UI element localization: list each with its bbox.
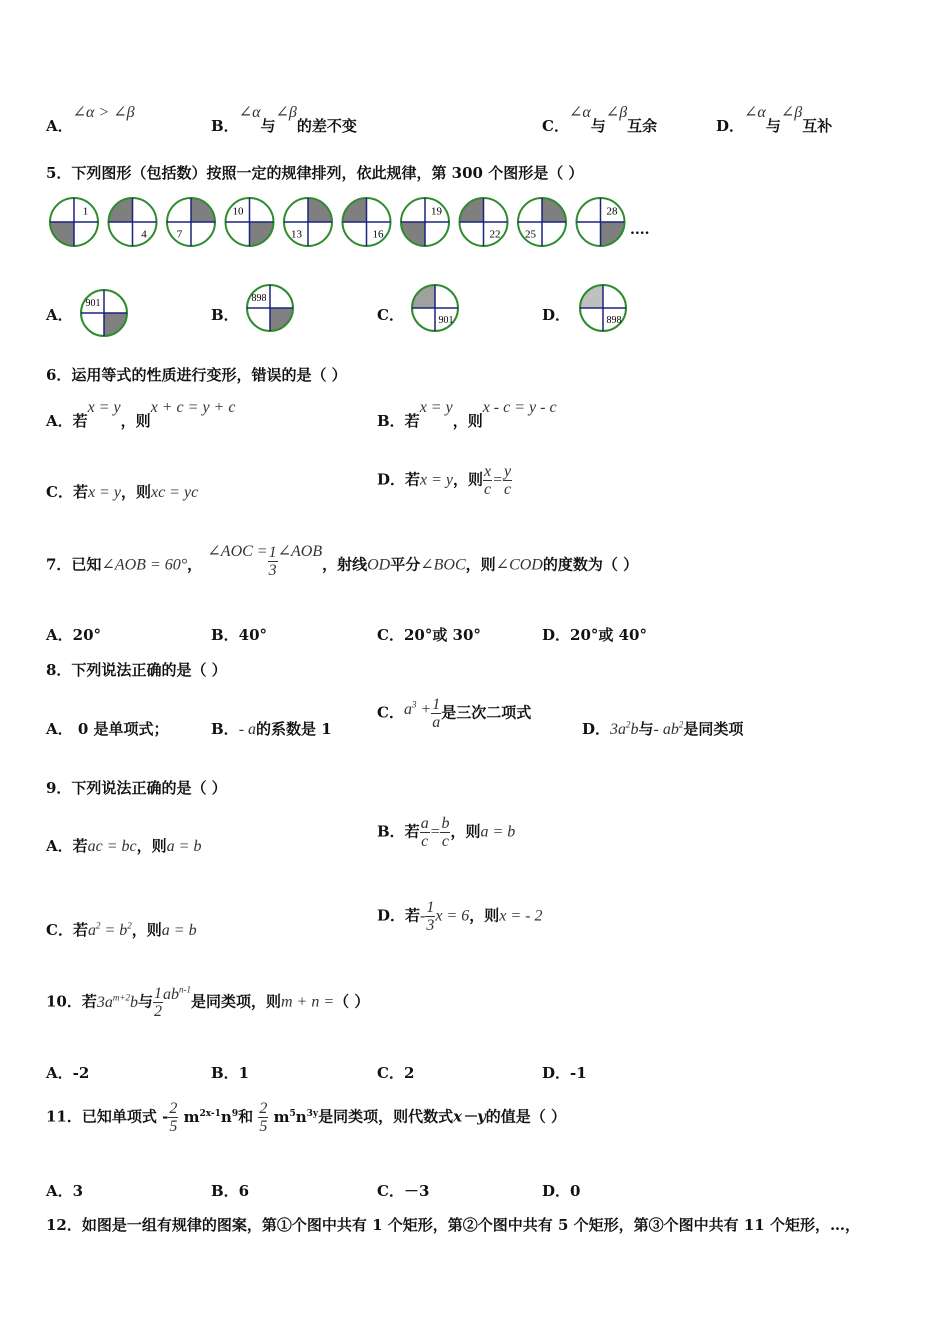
q10-option-a: A．-2 [46, 1064, 90, 1082]
q9-option-b [377, 815, 515, 850]
math-expr: ∠BOC [420, 556, 466, 574]
sequence-figure-8 [518, 198, 566, 246]
q10-option-b: B．1 [211, 1064, 250, 1082]
text: 和 [238, 1107, 254, 1126]
figure-number: 7 [176, 228, 183, 241]
q5-option-figure-1 [244, 282, 296, 334]
exponent: 2 [127, 920, 132, 931]
math-expr: x－y [453, 1107, 486, 1126]
q4-option-b [211, 104, 357, 136]
q8-option-a: A． 0 是单项式； [46, 720, 169, 738]
math-expr: xc = yc [150, 484, 199, 501]
exponent: 2x-1 [199, 1108, 221, 1119]
term: 3a [96, 993, 113, 1011]
denominator: 3 [426, 917, 435, 934]
text: 与 [137, 992, 153, 1011]
math-expr [88, 922, 132, 939]
fraction [503, 463, 512, 498]
option-label: C． [542, 117, 569, 135]
figure-number: 13 [290, 228, 302, 241]
q11-stem [46, 1100, 566, 1135]
option-figure-2 [412, 285, 458, 331]
q11-option-c: C．－3 [377, 1182, 430, 1200]
option-label: D．若 [377, 470, 421, 489]
q5-option-figure-3 [577, 282, 629, 334]
option-label: B．若 [377, 822, 420, 841]
math-expr: ∠α [744, 104, 766, 121]
q9-option-a [46, 835, 201, 856]
math-expr: ∠β [275, 104, 297, 121]
math-expr: ∠AOB [277, 542, 323, 560]
figure-number: 1 [82, 205, 89, 218]
q9-option-d [377, 899, 543, 934]
option-label: B．若 [377, 412, 420, 430]
numerator: 1 [432, 696, 441, 713]
math-expr: = [429, 823, 441, 841]
q9-stem: 9．下列说法正确的是（ ） [46, 779, 227, 797]
math-expr: ∠α > ∠β [72, 104, 135, 121]
monomial [274, 1108, 319, 1126]
math-expr [404, 701, 431, 718]
option-figure-3 [580, 285, 626, 331]
numerator: 1 [268, 544, 277, 561]
term: a [87, 922, 96, 939]
option-label: A． [46, 117, 73, 135]
fraction [153, 985, 163, 1020]
numerator: 1 [426, 899, 435, 916]
math-expr [610, 721, 639, 738]
q7-option-d: D．20°或 40° [542, 626, 647, 644]
fraction [258, 1100, 268, 1135]
math-expr: x + c = y + c [150, 399, 236, 416]
text: 与 [765, 117, 781, 135]
q4-option-d [716, 104, 833, 136]
q4-option-c [542, 104, 658, 136]
numerator: y [503, 463, 512, 480]
base: a [403, 700, 412, 718]
option-figure-0 [81, 290, 127, 336]
math-expr: x = y [87, 399, 121, 416]
q7-option-b: B．40° [211, 626, 268, 644]
math-expr: x = - 2 [499, 907, 543, 925]
numerator: 2 [169, 1100, 178, 1117]
fraction [431, 696, 441, 731]
text: ，则 [136, 837, 167, 855]
figure-number: 25 [524, 228, 536, 241]
text: （ ） [334, 992, 370, 1011]
q5-option-figure-0 [78, 287, 130, 339]
sequence-figure-7 [460, 198, 508, 246]
text: ，则 [452, 412, 483, 430]
text: 是同类项，则代数式 [318, 1107, 454, 1126]
math-expr: ∠β [605, 104, 628, 121]
denominator: 5 [259, 1118, 268, 1135]
denominator: c [441, 833, 450, 850]
figure-number: 22 [489, 228, 501, 241]
figure-number: 898 [606, 315, 622, 327]
numerator: b [441, 815, 450, 832]
text: 的度数为（ ） [542, 555, 639, 574]
math-expr: OD [367, 556, 391, 574]
sequence-figure-0 [50, 198, 98, 246]
text: ，则 [453, 470, 484, 489]
math-expr: x - c = y - c [482, 399, 557, 416]
fraction [268, 544, 278, 579]
sequence-figure-4 [284, 198, 332, 246]
q8-option-d [582, 718, 743, 739]
text: ，则 [120, 483, 151, 501]
text: 的值是（ ） [485, 1107, 567, 1126]
exponent: 2 [626, 719, 631, 730]
text: 与 [638, 720, 654, 738]
text: 与 [260, 117, 276, 135]
math-expr: x = y [87, 484, 121, 501]
exponent: m+2 [112, 992, 130, 1003]
figure-number: 28 [606, 205, 618, 218]
text: ，则 [469, 906, 500, 925]
monomial [184, 1108, 239, 1126]
option-label: C．若 [46, 921, 88, 939]
text: ， [187, 555, 203, 574]
exponent: 2 [95, 920, 101, 931]
math-expr: - [420, 907, 426, 925]
text: 互余 [627, 117, 658, 135]
exponent: n-1 [178, 984, 191, 995]
math-expr: ac = bc [87, 838, 137, 855]
denominator: c [503, 481, 512, 498]
q6-option-c [46, 481, 198, 502]
q5-option-label-1: B． [211, 306, 239, 324]
math-expr: ∠AOB = 60° [101, 556, 188, 574]
math-expr: x = y [419, 399, 453, 416]
text: 互补 [802, 117, 833, 135]
q5-option-figure-2 [409, 282, 461, 334]
term: ab [162, 985, 179, 1003]
option-label: C． [377, 703, 404, 722]
term: = b [100, 922, 128, 939]
q7-stem [46, 542, 639, 583]
math-expr: = [492, 471, 503, 489]
numerator: a [420, 815, 429, 832]
text: 与 [590, 117, 606, 135]
option-label: B． [211, 117, 239, 135]
q11-option-b: B．6 [211, 1182, 250, 1200]
fraction [425, 899, 435, 934]
option-label: A．若 [46, 412, 88, 430]
q5-sequence-figures [48, 196, 628, 250]
term: m [273, 1107, 290, 1126]
figure-number: 4 [141, 228, 147, 241]
text: 的差不变 [296, 117, 357, 135]
math-expr: a = b [166, 838, 202, 855]
option-label: D． [582, 720, 611, 738]
q8-option-b [211, 718, 332, 739]
text: ，射线 [322, 555, 368, 574]
exponent: 9 [231, 1108, 239, 1119]
q9-option-c [46, 919, 197, 940]
q7-option-a: A．20° [46, 626, 102, 644]
math-expr: ∠α [238, 104, 261, 121]
exponent: 3 [411, 699, 417, 710]
term: b [129, 993, 138, 1011]
option-label: D． [716, 117, 745, 135]
option-label: B． [211, 720, 239, 738]
q10-option-d: D．-1 [542, 1064, 587, 1082]
q8-stem: 8．下列说法正确的是（ ） [46, 661, 227, 679]
text: ，则 [450, 822, 481, 841]
option-label: C．若 [46, 483, 88, 501]
q8-option-c [377, 696, 531, 731]
fraction [168, 1100, 178, 1135]
text: 的系数是 1 [256, 720, 332, 738]
denominator: c [484, 481, 492, 498]
q11-option-d: D．0 [542, 1182, 581, 1200]
figure-number: 901 [85, 297, 101, 309]
math-expr: m + n = [280, 993, 335, 1011]
q5-option-label-3: D． [542, 306, 571, 324]
figure-number: 898 [251, 292, 267, 304]
q11-option-a: A．3 [46, 1182, 84, 1200]
option-figure-1 [247, 285, 293, 331]
sequence-figure-6 [401, 198, 449, 246]
option-label: D．若 [377, 906, 421, 925]
denominator: 2 [153, 1003, 162, 1020]
math-expr: x = y [420, 471, 454, 489]
text: 是同类项 [683, 720, 744, 738]
term: - ab [653, 721, 679, 738]
term: m [183, 1107, 200, 1126]
math-expr: a = b [480, 823, 516, 841]
operator: + [420, 700, 432, 718]
q6-option-a [46, 399, 236, 431]
text: ，则 [465, 555, 496, 574]
term: n [220, 1107, 232, 1126]
math-expr: - a [238, 721, 257, 738]
q6-stem: 6．运用等式的性质进行变形，错误的是（ ） [46, 366, 347, 384]
q10-option-c: C．2 [377, 1064, 415, 1082]
q6-option-b [377, 399, 557, 431]
math-expr: x = 6 [435, 907, 470, 925]
math-expr [163, 986, 191, 1003]
math-expr: ∠α [568, 104, 591, 121]
math-expr: ∠COD [495, 556, 543, 574]
q5-option-label-2: C． [377, 306, 404, 324]
q7-option-c: C．20°或 30° [377, 626, 481, 644]
text: 7．已知 [46, 555, 102, 574]
math-expr: a = b [161, 922, 197, 939]
term: n [295, 1107, 307, 1126]
sequence-figure-9 [577, 198, 625, 246]
text: ，则 [131, 921, 162, 939]
figure-number: 16 [372, 228, 384, 241]
text: 是三次二项式 [441, 703, 532, 722]
q4-option-a [46, 104, 135, 136]
term: b [630, 721, 639, 738]
denominator: 3 [268, 562, 277, 579]
math-expr [97, 994, 138, 1011]
text: 平分 [390, 555, 421, 574]
exponent: 3y [306, 1108, 319, 1119]
sequence-figure-3 [226, 198, 274, 246]
figure-number: 901 [438, 315, 454, 327]
q10-stem [46, 985, 369, 1020]
exponent: 2 [678, 719, 684, 730]
math-expr: ∠AOC = [207, 542, 268, 560]
denominator: 5 [169, 1118, 178, 1135]
text: 10．若 [46, 992, 97, 1011]
denominator: a [432, 714, 441, 731]
q12-stem: 12．如图是一组有规律的图案，第①个图中共有 1 个矩形，第②个图中共有 5 个矩形，第③个图中共有 11 个矩形，…， [46, 1216, 860, 1234]
figure-number: 19 [431, 205, 443, 218]
math-expr [654, 721, 684, 738]
text: 11．已知单项式 - [46, 1107, 169, 1126]
fraction [483, 463, 492, 498]
q6-option-d [377, 463, 512, 498]
q5-option-label-0: A． [46, 306, 73, 324]
q5-ellipsis: .... [630, 222, 650, 238]
denominator: c [421, 833, 429, 850]
option-label: A．若 [46, 837, 88, 855]
figure-number: 10 [232, 205, 244, 218]
fraction [420, 815, 430, 850]
sequence-figure-2 [167, 198, 215, 246]
sequence-figure-1 [109, 198, 157, 246]
text: ，则 [120, 412, 151, 430]
sequence-figure-5 [343, 198, 391, 246]
fraction [440, 815, 450, 850]
exponent: 5 [289, 1108, 296, 1119]
numerator: x [484, 463, 492, 480]
text: 是同类项，则 [190, 992, 281, 1011]
numerator: 2 [259, 1100, 268, 1117]
numerator: 1 [153, 985, 162, 1002]
q5-stem: 5．下列图形（包括数）按照一定的规律排列，依此规律，第 300 个图形是（ ） [46, 164, 584, 182]
term: 3a [610, 721, 627, 738]
math-expr: ∠β [780, 104, 803, 121]
